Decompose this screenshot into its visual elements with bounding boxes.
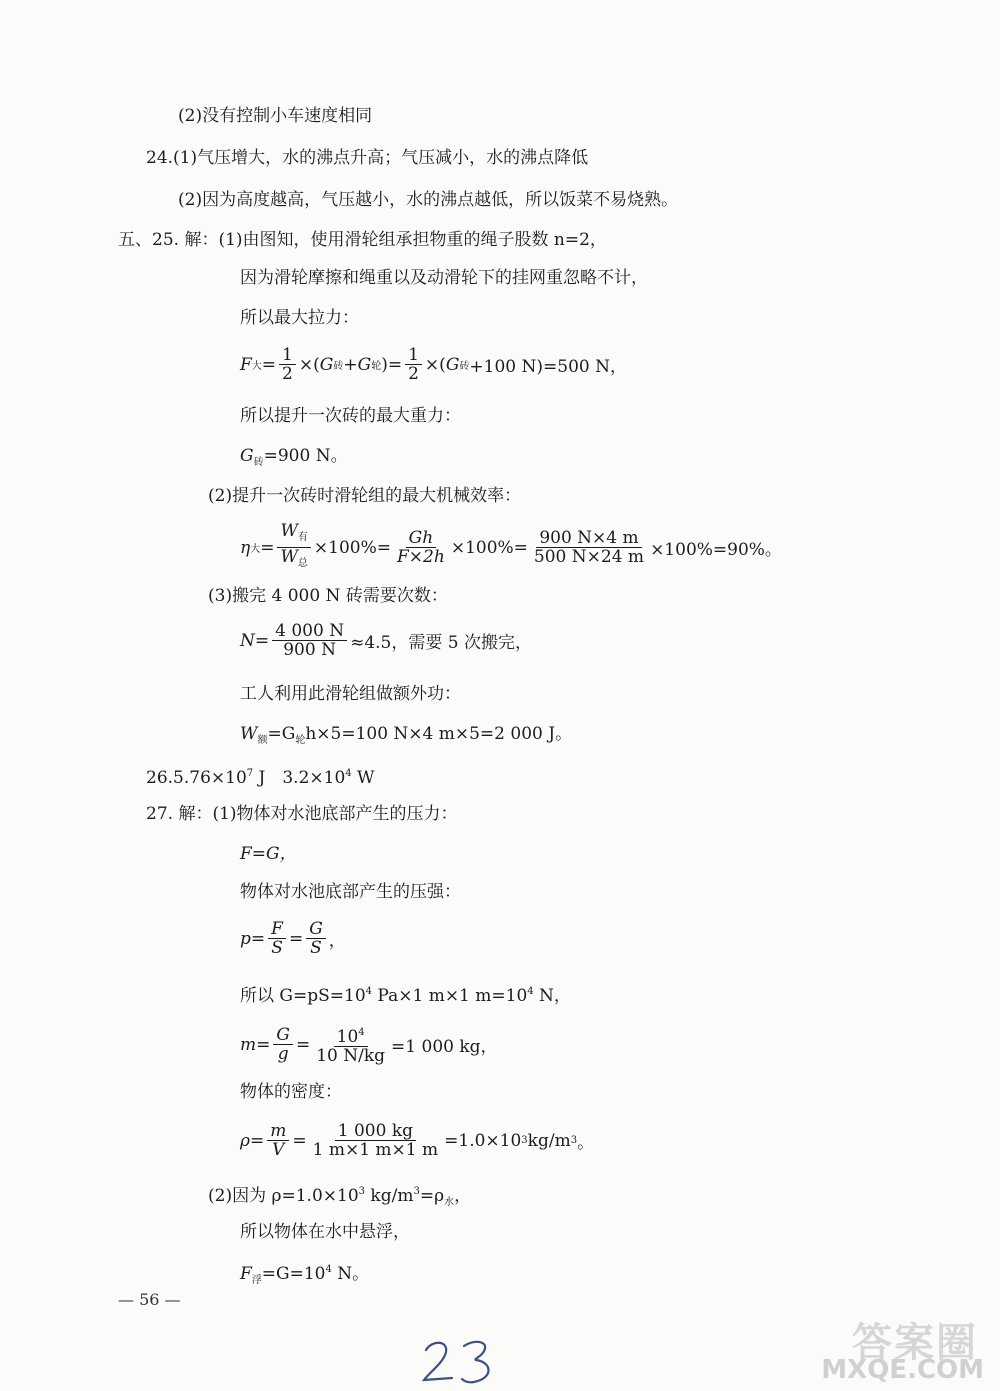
handwritten-number [418,1336,508,1391]
line-27-2: (2)因为 $\rho=1.0\times 10^3$ $kg/m^3=\rho_水$， [208,1186,472,1208]
line-25-extra-work-head: 工人利用此滑轮组做额外功： [240,684,461,704]
watermark-site-text: MXQE.COM [821,1355,984,1385]
line-27-g-value: 所以 $G=pS=10^4$ Pa×1 m×1 $m=10^4$ N， [240,986,571,1006]
line-25-reason: 因为滑轮摩擦和绳重以及动滑轮下的挂网重忽略不计， [240,268,648,288]
line-25-count-head: (3)搬完 4 000 N 砖需要次数： [208,586,448,606]
equation-count: N = $\frac{4 000 N}{900 N}$ ≈4.5，需要 5 次搬完， [240,621,532,660]
line-25-g-brick: $G_砖=900$ N。 [240,446,348,468]
equation-efficiency: η 大 = $\frac{W_有}{W_总}$ ×100%= $\frac{Gh}{F\times 2h}$ ×100%= $\frac{900 N\times 4 m}{500 N\times 24 m}$ ×100%=90%。 [240,521,782,569]
line-25-efficiency-head: (2)提升一次砖时滑轮组的最大机械效率： [208,486,522,506]
line-27-fg: F=G， [240,844,297,864]
line-24-1: 24.(1)气压增大，水的沸点升高；气压减小，水的沸点降低 [146,148,589,168]
line-25-max-weight: 所以提升一次砖的最大重力： [240,406,461,426]
watermark-logo-text: 答案圈 [852,1320,978,1366]
line-27-head: 27. 解：(1)物体对水池底部产生的压力： [146,804,458,824]
line-25-extra-work: $W_额=G_轮h\times 5=100$ N×4 m×5=2 000 J。 [240,724,573,746]
line-27-density-head: 物体的密度： [240,1082,342,1102]
line-27-buoyancy: $F_浮=G=10^4$ N。 [240,1264,370,1286]
equation-max-pull: F 大 = $\frac{1}{2}$ ×( G 砖 + G 轮 )= $\frac{1}{2}$ ×( G 砖 +100 N)=500 N， [240,345,627,384]
watermark [821,1311,990,1385]
equation-pressure: p = $\frac{F}{S}$ = $\frac{G}{S}$ ， [240,919,346,958]
equation-density: ρ = $\frac{m}{V}$ = $\frac{1 000 kg}{1 m\times 1 m\times 1 m}$ =1.0×10 3 kg/m 3 。 [240,1121,595,1160]
line-25-head: 五、25. 解：(1)由图知，使用滑轮组承担物重的绳子股数 n=2， [118,230,607,250]
line-27-suspend: 所以物体在水中悬浮， [240,1222,410,1242]
page-number: — 56 — [118,1290,181,1309]
line-27-pressure-head: 物体对水池底部产生的压强： [240,882,461,902]
line-23-2: (2)没有控制小车速度相同 [178,106,373,126]
equation-mass: m = $\frac{G}{g}$ = $\frac{10^4}{10 N/kg}$ =1 000 kg， [240,1025,498,1066]
line-24-2: (2)因为高度越高，气压越小，水的沸点越低，所以饭菜不易烧熟。 [178,190,679,210]
line-25-max-pull: 所以最大拉力： [240,308,359,328]
line-26: $26.5.76\times 10^7$ J $3.2\times 10^4$ W [146,768,375,788]
